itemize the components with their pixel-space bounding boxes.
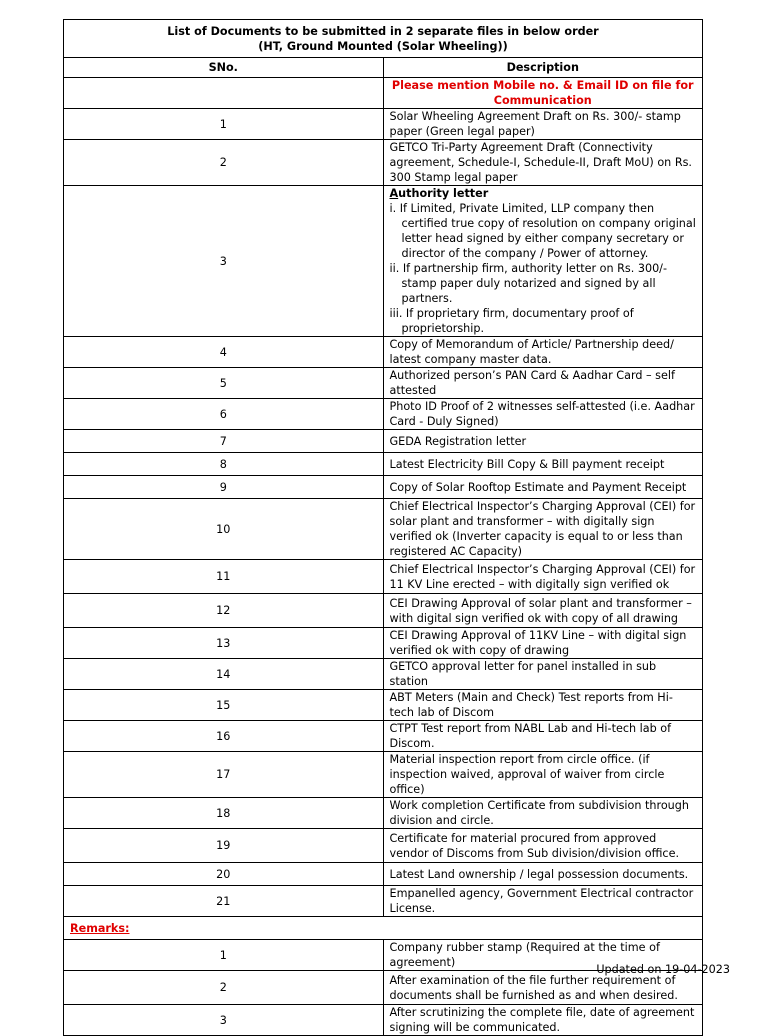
- row-sno: 3: [64, 186, 384, 337]
- row-sno: 3: [64, 1005, 384, 1036]
- row-sno: 18: [64, 798, 384, 829]
- documents-table: [63, 19, 703, 1036]
- row-sno: 9: [64, 476, 384, 499]
- row-description: Latest Land ownership / legal possession documents.: [383, 863, 703, 886]
- row-sno: 1: [64, 940, 384, 971]
- table-title: [64, 20, 703, 58]
- row-sno: 20: [64, 863, 384, 886]
- table-row: [64, 721, 703, 752]
- row-description: Work completion Certificate from subdivision through division and circle.: [383, 798, 703, 829]
- table-row-authority: [64, 186, 703, 337]
- remarks-row: [64, 917, 703, 940]
- row-description: Certificate for material procured from approved vendor of Discoms from Sub division/division office.: [383, 829, 703, 863]
- row-description: ABT Meters (Main and Check) Test reports from Hi-tech lab of Discom: [383, 690, 703, 721]
- row-sno: 2: [64, 971, 384, 1005]
- row-sno: 13: [64, 628, 384, 659]
- row-sno: 14: [64, 659, 384, 690]
- table-row: [64, 752, 703, 798]
- row-description: GETCO Tri-Party Agreement Draft (Connectivity agreement, Schedule-I, Schedule-II, Draft MoU) on Rs. 300 Stamp legal paper: [383, 140, 703, 186]
- row-description: GETCO approval letter for panel installed in sub station: [383, 659, 703, 690]
- row-description: CEI Drawing Approval of solar plant and transformer – with digital sign verified ok with copy of all drawing: [383, 594, 703, 628]
- table-row: [64, 476, 703, 499]
- header-row: [64, 58, 703, 78]
- row-description: CTPT Test report from NABL Lab and Hi-tech lab of Discom.: [383, 721, 703, 752]
- row-description: Authorized person’s PAN Card & Aadhar Card – self attested: [383, 368, 703, 399]
- row-description: Chief Electrical Inspector’s Charging Approval (CEI) for solar plant and transformer – with digitally sign verified ok (Inverter capacity is equal to or less than registered AC Capacity): [383, 499, 703, 560]
- remark-row: [64, 1005, 703, 1036]
- table-row: [64, 560, 703, 594]
- row-sno: 21: [64, 886, 384, 917]
- row-sno: 16: [64, 721, 384, 752]
- row-description: After examination of the file further requirement of documents shall be furnished as and when desired.: [383, 971, 703, 1005]
- row-sno: 19: [64, 829, 384, 863]
- col-sno-header: SNo.: [64, 58, 384, 78]
- updated-date: Updated on 19-04-2023: [596, 963, 730, 976]
- row-description: GEDA Registration letter: [383, 430, 703, 453]
- table-row: [64, 798, 703, 829]
- row-sno: 2: [64, 140, 384, 186]
- row-description: Material inspection report from circle office. (if inspection waived, approval of waiver from circle office): [383, 752, 703, 798]
- table-row: [64, 628, 703, 659]
- row-sno: 1: [64, 109, 384, 140]
- row-sno: 11: [64, 560, 384, 594]
- note-row: [64, 78, 703, 109]
- table-row: [64, 863, 703, 886]
- table-row: [64, 337, 703, 368]
- row-sno: 6: [64, 399, 384, 430]
- authority-item: iii. If proprietary firm, documentary proof of proprietorship.: [389, 307, 634, 335]
- authority-description: [383, 186, 703, 337]
- table-row: [64, 140, 703, 186]
- row-sno: 10: [64, 499, 384, 560]
- authority-title: Authority letter: [389, 187, 489, 200]
- row-description: Photo ID Proof of 2 witnesses self-attested (i.e. Aadhar Card - Duly Signed): [383, 399, 703, 430]
- title-line-1: List of Documents to be submitted in 2 separate files in below order: [167, 24, 599, 38]
- row-sno: 15: [64, 690, 384, 721]
- row-sno: 7: [64, 430, 384, 453]
- title-line-2: (HT, Ground Mounted (Solar Wheeling)): [258, 39, 508, 53]
- authority-item: ii. If partnership firm, authority letter on Rs. 300/- stamp paper duly notarized and signed by all partners.: [389, 262, 667, 305]
- title-row: [64, 20, 703, 58]
- row-description: CEI Drawing Approval of 11KV Line – with digital sign verified ok with copy of drawing: [383, 628, 703, 659]
- table-row: [64, 399, 703, 430]
- table-row: [64, 886, 703, 917]
- table-row: [64, 690, 703, 721]
- row-sno: 12: [64, 594, 384, 628]
- table-row: [64, 499, 703, 560]
- row-description: Chief Electrical Inspector’s Charging Approval (CEI) for 11 KV Line erected – with digitally sign verified ok: [383, 560, 703, 594]
- row-sno: 8: [64, 453, 384, 476]
- table-row: [64, 453, 703, 476]
- row-sno: 17: [64, 752, 384, 798]
- table-row: [64, 368, 703, 399]
- row-description: Empanelled agency, Government Electrical contractor License.: [383, 886, 703, 917]
- table-row: [64, 430, 703, 453]
- table-row: [64, 594, 703, 628]
- row-sno: 5: [64, 368, 384, 399]
- row-sno: 4: [64, 337, 384, 368]
- row-description: Company rubber stamp (Required at the time of agreement): [383, 940, 703, 971]
- row-description: Copy of Solar Rooftop Estimate and Payment Receipt: [383, 476, 703, 499]
- remarks-label: Remarks:: [64, 917, 703, 940]
- row-description: Solar Wheeling Agreement Draft on Rs. 300/- stamp paper (Green legal paper): [383, 109, 703, 140]
- communication-note: Please mention Mobile no. & Email ID on file for Communication: [383, 78, 703, 109]
- authority-item: i. If Limited, Private Limited, LLP company then certified true copy of resolution on company original letter head signed by either company secretary or director of the company / Power of attorney.: [389, 202, 696, 260]
- col-description-header: Description: [383, 58, 703, 78]
- table-row: [64, 659, 703, 690]
- row-description: Copy of Memorandum of Article/ Partnership deed/ latest company master data.: [383, 337, 703, 368]
- table-row: [64, 829, 703, 863]
- row-description: After scrutinizing the complete file, date of agreement signing will be communicated.: [383, 1005, 703, 1036]
- row-description: Latest Electricity Bill Copy & Bill payment receipt: [383, 453, 703, 476]
- table-row: [64, 109, 703, 140]
